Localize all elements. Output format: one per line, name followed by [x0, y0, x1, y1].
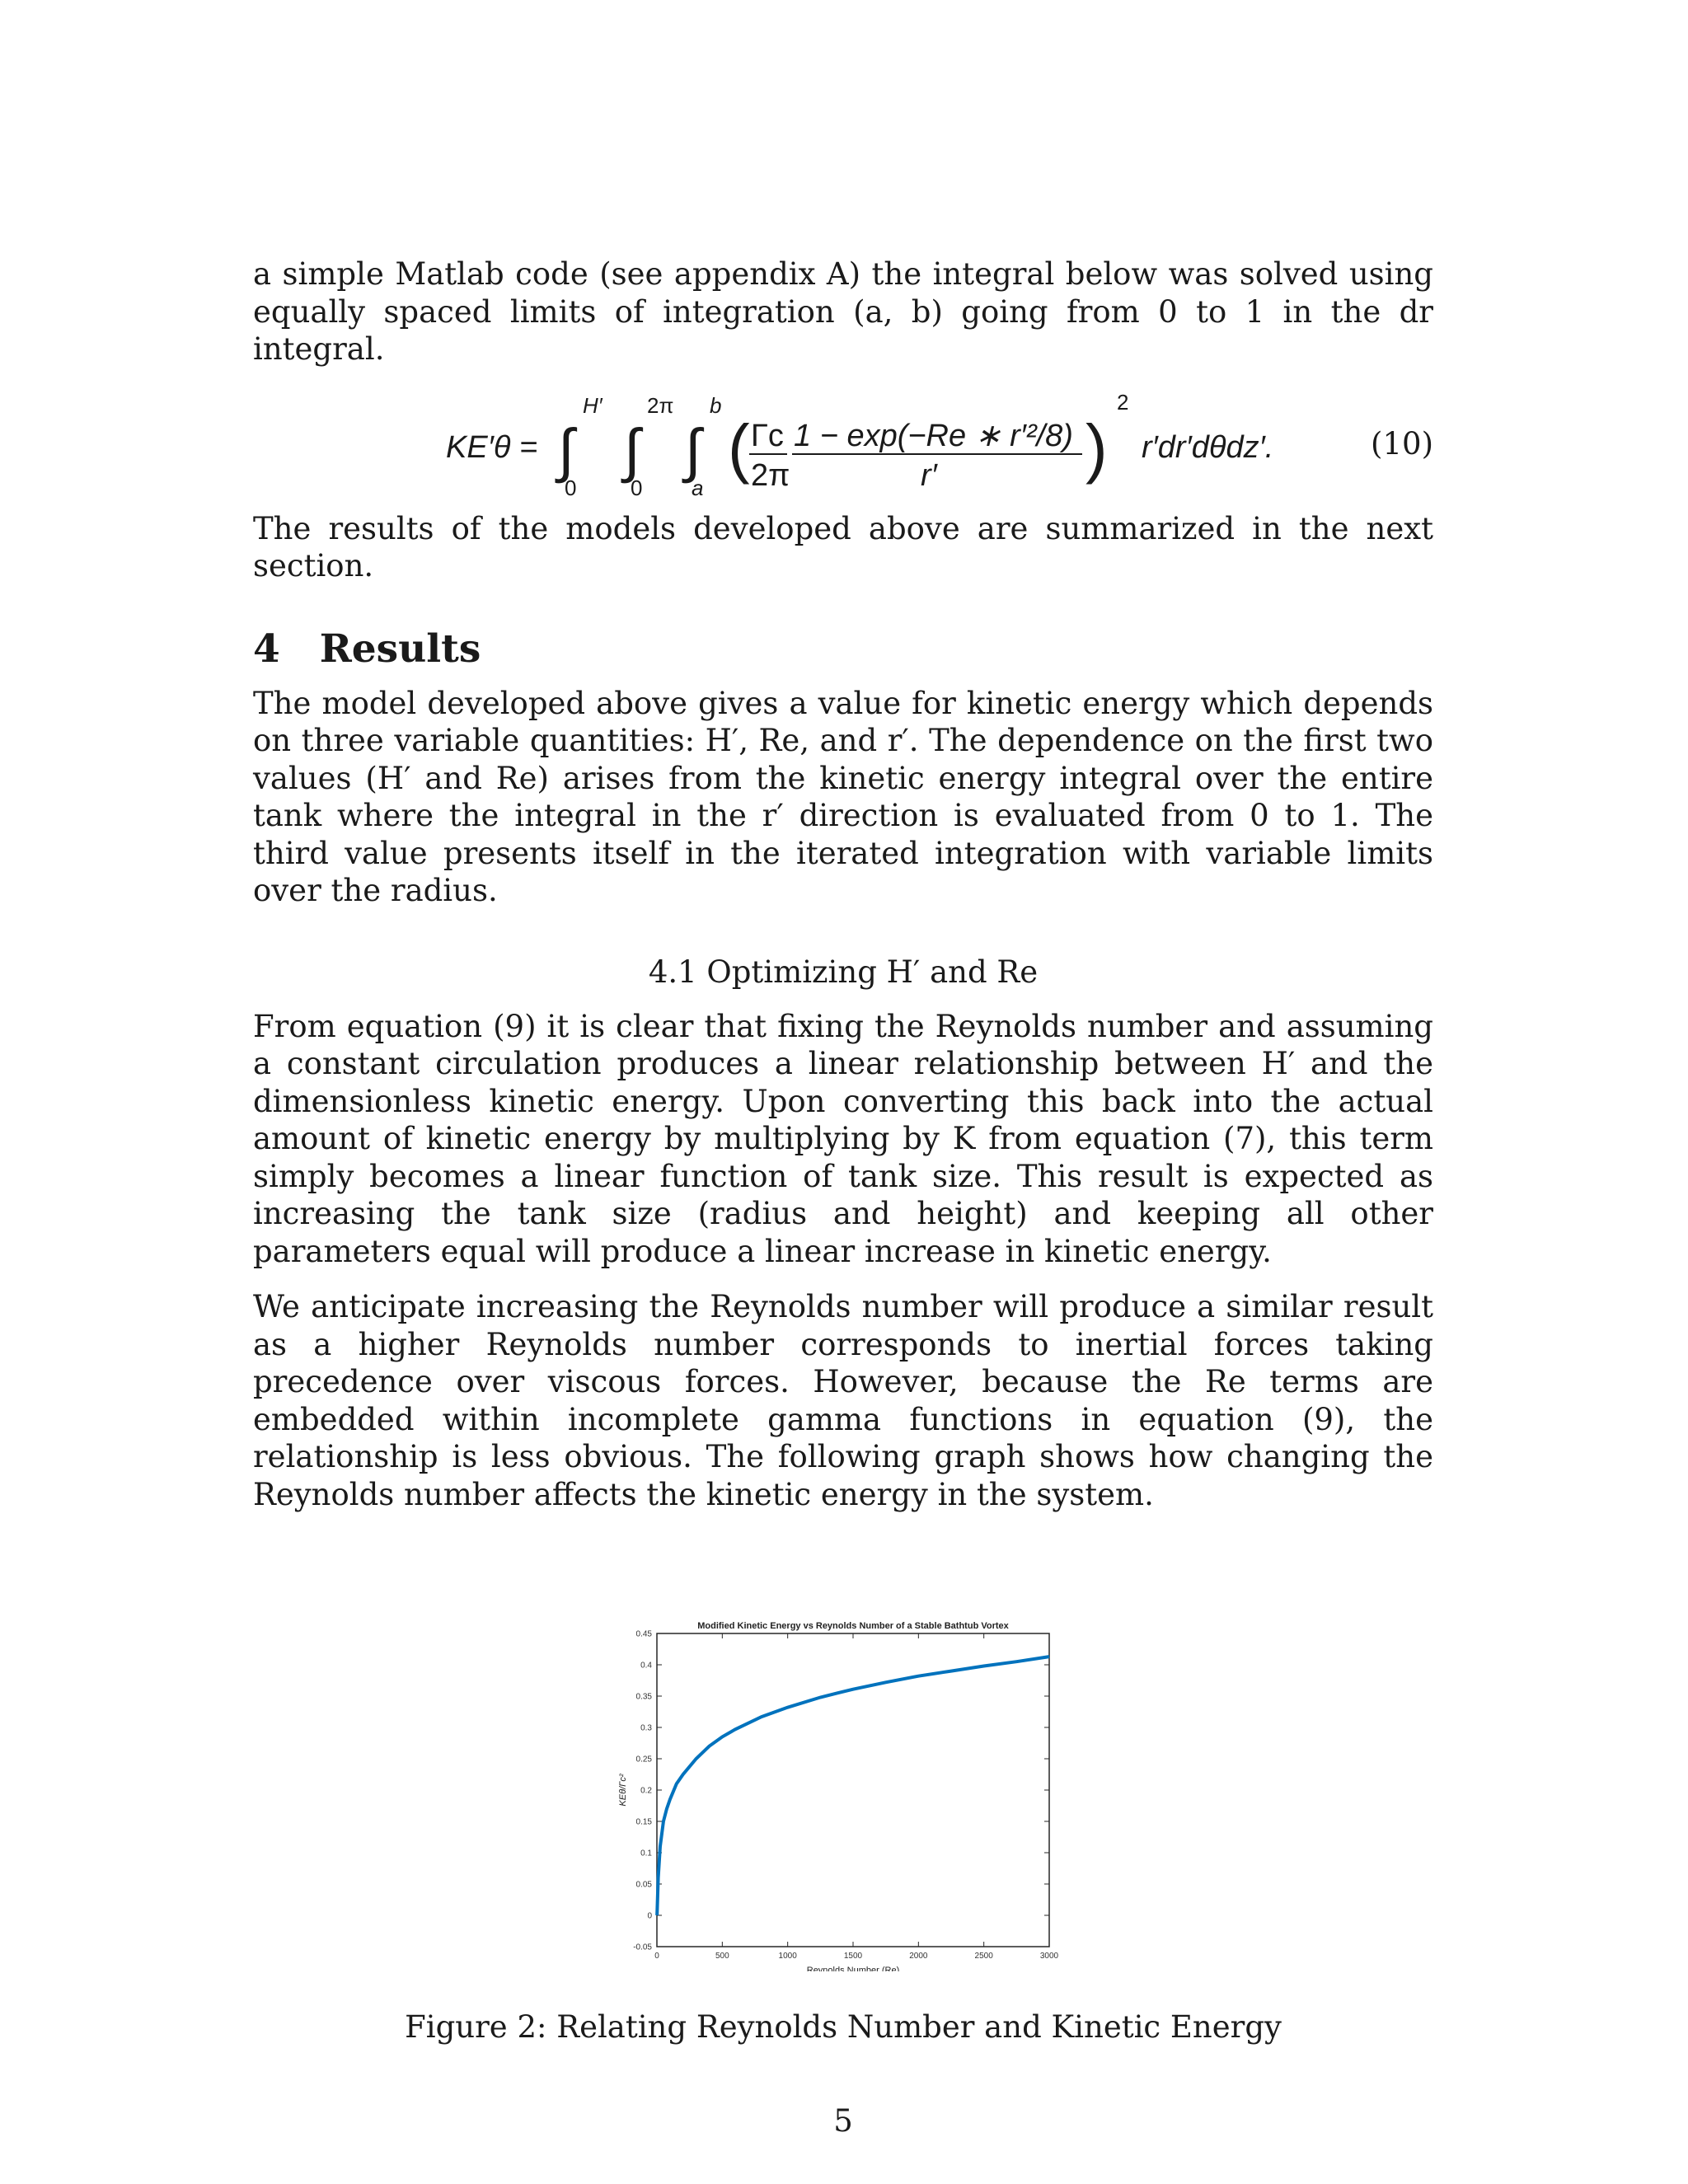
right-paren: )	[1085, 410, 1108, 485]
frac2-den: r′	[921, 457, 937, 493]
x-tick-label: 1000	[778, 1952, 797, 1961]
int1-lower: 0	[565, 475, 577, 500]
y-tick-label: 0.25	[635, 1755, 652, 1765]
integral-sign-3: ∫	[685, 417, 701, 484]
y-tick-label: -0.05	[633, 1943, 652, 1952]
eq-lhs: KE′θ =	[446, 429, 538, 465]
int2-lower: 0	[631, 475, 643, 500]
intro-paragraph: a simple Matlab code (see appendix A) the integral below was solved using equally spaced limits of integration (a, b) going from 0 to 1 in the dr integral.	[253, 256, 1433, 367]
left-paren: (	[728, 410, 750, 485]
y-tick-label: 0.45	[635, 1629, 652, 1639]
y-axis-label: KEθ/Γc²	[618, 1774, 628, 1807]
int1-upper: H′	[583, 392, 603, 418]
subsection-title: 4.1 Optimizing H′ and Re	[648, 954, 1039, 990]
page-body	[253, 255, 1433, 2139]
equation-number: (10)	[1371, 425, 1433, 462]
x-tick-label: 500	[715, 1952, 729, 1961]
after-equation-text: The results of the models developed above are summarized in the next section.	[253, 510, 1433, 583]
chart-title: Modified Kinetic Energy vs Reynolds Number of a Stable Bathtub Vortex	[697, 1621, 1009, 1631]
chart-svg	[253, 1609, 1433, 1971]
y-tick-label: 0.3	[640, 1723, 652, 1733]
paragraph-3: We anticipate increasing the Reynolds number will produce a similar result as a higher Reynolds number corresponds to inertial forces taking precedence over viscous forces. However, because the Re terms are embedded within incomplete gamma functions in equation (9), the relationship is less obvious. The following graph shows how changing the Reynolds number affects the kinetic energy in the system.	[253, 1289, 1433, 1512]
figure-2	[253, 1609, 1433, 1975]
section-heading	[253, 626, 1433, 672]
frac1-num: Γc	[751, 418, 784, 453]
x-tick-label: 2500	[974, 1952, 993, 1961]
equation-svg	[253, 388, 1325, 504]
y-tick-label: 0.05	[635, 1880, 652, 1890]
y-tick-label: 0.35	[635, 1692, 652, 1702]
y-tick-label: 0	[647, 1911, 652, 1921]
x-tick-label: 3000	[1039, 1952, 1059, 1961]
y-tick-label: 0.1	[640, 1849, 652, 1858]
x-tick-label: 2000	[909, 1952, 928, 1961]
section-title: Results	[319, 626, 481, 672]
int3-upper: b	[710, 392, 722, 418]
y-tick-label: 0.15	[635, 1817, 652, 1827]
frac1-den: 2π	[751, 457, 790, 493]
int2-upper: 2π	[647, 392, 674, 418]
y-tick-label: 0.4	[640, 1661, 652, 1671]
x-tick-label: 1500	[843, 1952, 863, 1961]
plot-frame	[657, 1633, 1049, 1947]
frac2-num: 1 − exp(−Re ∗ r′²/8)	[794, 418, 1073, 453]
int3-lower: a	[692, 475, 704, 500]
x-axis-label: Reynolds Number (Re)	[806, 1966, 900, 1971]
eq-tail: r′dr′dθdz′.	[1142, 429, 1274, 465]
y-tick-label: 0.2	[640, 1786, 652, 1796]
equation-10	[253, 388, 1433, 504]
page-number: 5	[833, 2103, 853, 2139]
paragraph-2: From equation (9) it is clear that fixing the Reynolds number and assuming a constant circulation produces a linear relationship between H′ and the dimensionless kinetic energy. Upon converting this back into the actual amount of kinetic energy by multiplying by K from equation (7), this term simply becomes a linear function of tank size. This result is expected as increasing the tank size (radius and height) and keeping all other parameters equal will produce a linear increase in kinetic energy.	[253, 1008, 1433, 1269]
integral-sign-2: ∫	[624, 417, 640, 484]
x-tick-label: 0	[654, 1952, 659, 1961]
section-number: 4	[253, 626, 280, 672]
figure-caption: Figure 2: Relating Reynolds Number and Kinetic Energy	[405, 2009, 1282, 2045]
power-two: 2	[1117, 389, 1129, 415]
results-paragraph: The model developed above gives a value for kinetic energy which depends on three variable quantities: H′, Re, and r′. The dependence on the first two values (H′ and Re) arises from the kinetic energy integral over the entire tank where the integral in the r′ direction is evaluated from 0 to 1. The third value presents itself in the iterated integration with variable limits over the radius.	[253, 685, 1433, 908]
integral-sign-1: ∫	[558, 417, 574, 484]
